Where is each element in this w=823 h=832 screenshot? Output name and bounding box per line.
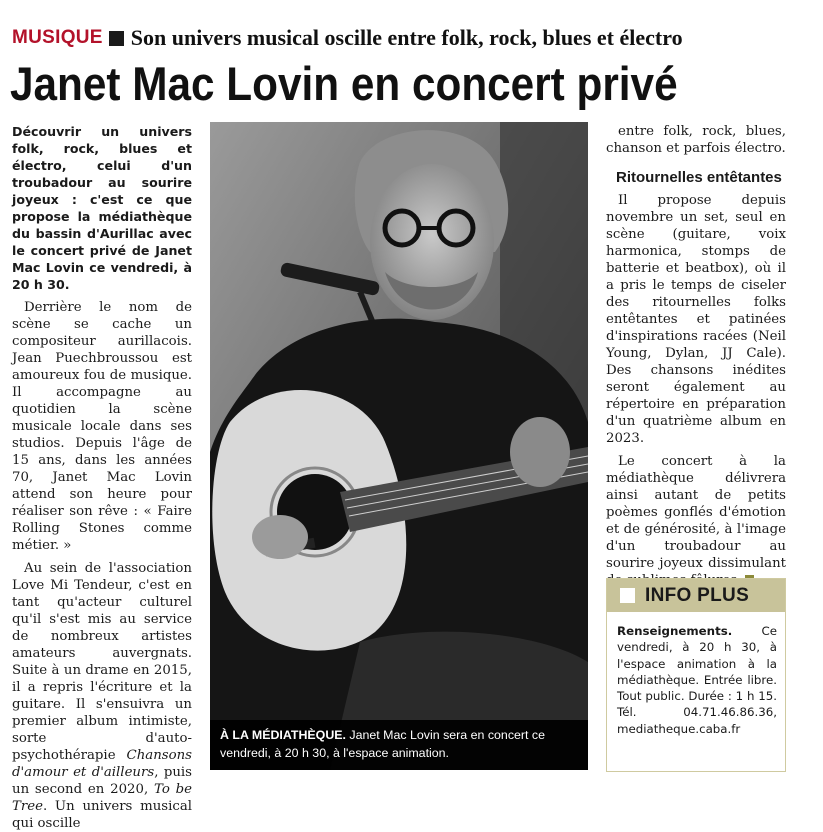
kicker-text: Son univers musical oscille entre folk, rock, blues et électro xyxy=(130,25,683,50)
info-plus-header xyxy=(607,579,785,612)
caption-label: À LA MÉDIATHÈQUE. xyxy=(220,728,346,742)
subhead: Ritournelles entêtantes xyxy=(616,169,782,186)
paragraph-3: Il propose depuis novembre un set, seul en scène (guitare, voix harmonica, stomps de batterie et beatbox), où il a pris le temps de ciseler des ritournelles folks entêtantes et patinées d'inspirations racées (Neil Young, Dylan, JJ Cale). Des chansons inédites seront également au répertoire en préparation d'un quatrième album en 2023. xyxy=(606,193,786,446)
square-bullet-icon xyxy=(109,31,124,46)
info-text: Ce vendredi, à 20 h 30, à l'espace animation à la médiathèque. Entrée libre. Tout public. Durée : 1 h 15. Tél. 04.71.46.86.36, mediatheque.caba.fr xyxy=(617,624,777,736)
info-plus-box xyxy=(606,578,786,772)
kicker-line xyxy=(12,24,683,52)
info-plus-body xyxy=(607,612,785,737)
article-lede: Découvrir un univers folk, rock, blues et électro, celui d'un troubadour au sourire joyeux : c'est ce que propose la médiathèque du bassin d'Aurillac avec le concert privé de Janet Mac Lovin ce vendredi, à 20 h 30. xyxy=(12,124,192,292)
album-title-2: To be Tree xyxy=(12,782,192,814)
paragraph-4: Le concert à la médiathèque délivrera ainsi autant de petits poèmes gonflés d'émotion et de générosité, à l'image d'un troubadour au sourire joyeux dissimulant xyxy=(606,453,786,589)
paragraph-2: Au sein de l'association Love Mi Tendeur, c'est en tant qu'acteur culturel qu'il s'est mis au service de nombreux artistes amateurs auvergnats. Suite à un drame en 2015, il a repris l'écriture et la guitare. Il s'ensuivra un premier album intimiste, sorte d'auto-psychothérapie Chansons d'amour et d'ailleurs, puis un second en 2020, To be Tree. Un univers musical qui oscille xyxy=(12,561,193,831)
album-title-1: Chansons d'amour et d'ailleurs xyxy=(12,748,192,780)
section-rubric: MUSIQUE xyxy=(12,27,103,48)
info-label: Renseignements. xyxy=(617,624,733,638)
paragraph-1: Derrière le nom de scène se cache un compositeur aurillacois. Jean Puechbroussou est amoureux fou de musique. Il accompagne au quotidien la scène musicale locale dans ses studios. Depuis l'âge de 15 ans, dans les années 70, Janet Mac Lovin attend son heure pour réaliser son rêve : « Faire Rolling Stones comme métier. » xyxy=(12,300,192,553)
article-column-3 xyxy=(606,123,786,589)
info-plus-title: INFO PLUS xyxy=(645,584,750,606)
paragraph-continued: entre folk, rock, blues, chanson et parfois électro. xyxy=(606,124,786,156)
square-bullet-icon xyxy=(620,588,635,603)
musician-photo-illustration xyxy=(210,122,588,770)
caption-text: Janet Mac Lovin sera en concert ce vendredi, à 20 h 30, à l'espace animation. xyxy=(220,728,546,760)
article-headline: Janet Mac Lovin en concert privé xyxy=(10,57,678,110)
article-column-1 xyxy=(12,123,192,832)
article-photo xyxy=(210,122,588,770)
photo-caption xyxy=(210,720,588,770)
